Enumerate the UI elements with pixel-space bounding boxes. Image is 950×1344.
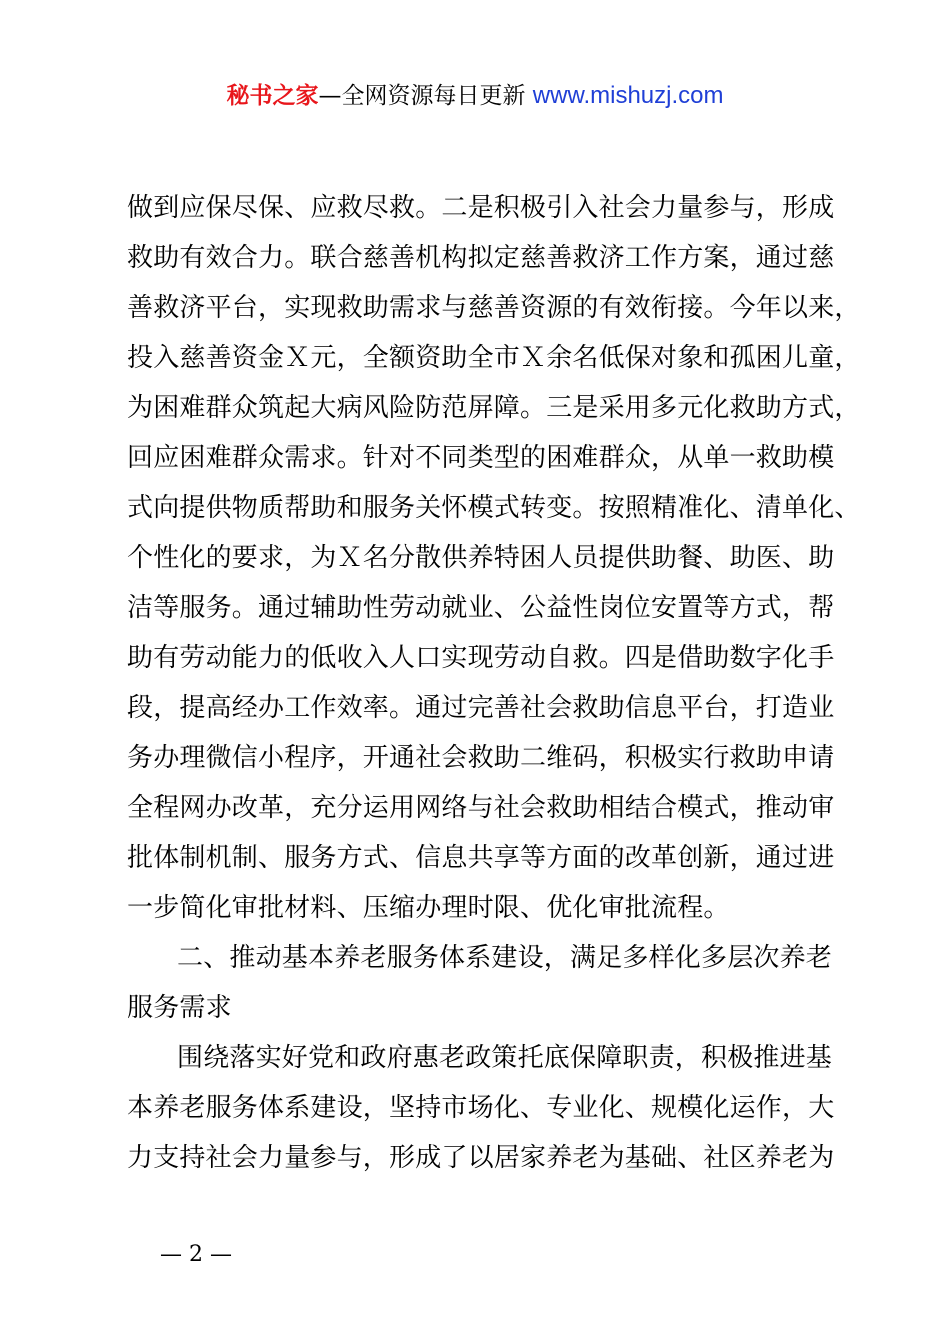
body-line: 个性化的要求，为Ｘ名分散供养特困人员提供助餐、助医、助: [127, 543, 835, 573]
body-line: 投入慈善资金Ｘ元，全额资助全市Ｘ余名低保对象和孤困儿童，: [127, 343, 861, 373]
header-url-link[interactable]: www.mishuzj.com: [532, 82, 724, 109]
body-line: 批体制机制、服务方式、信息共享等方面的改革创新，通过进: [127, 843, 835, 873]
document-body: [127, 183, 861, 1183]
body-line: 回应困难群众需求。针对不同类型的困难群众，从单一救助模: [127, 443, 835, 473]
section-heading-continued: 服务需求: [127, 993, 232, 1023]
body-line: 做到应保尽保、应救尽救。二是积极引入社会力量参与，形成: [127, 193, 835, 223]
page-header: [0, 80, 950, 112]
body-line: 为困难群众筑起大病风险防范屏障。三是采用多元化救助方式，: [127, 393, 861, 423]
header-brand: 秘书之家: [226, 83, 319, 109]
body-line: 段，提高经办工作效率。通过完善社会救助信息平台，打造业: [127, 693, 835, 723]
page-number: — 2 —: [160, 1242, 232, 1267]
section-paragraph-line: 围绕落实好党和政府惠老政策托底保障职责，积极推进基: [177, 1043, 833, 1073]
header-tagline: —全网资源每日更新: [318, 83, 526, 109]
body-line: 务办理微信小程序，开通社会救助二维码，积极实行救助申请: [127, 743, 835, 773]
body-line: 全程网办改革，充分运用网络与社会救助相结合模式，推动审: [127, 793, 835, 823]
body-line: 式向提供物质帮助和服务关怀模式转变。按照精准化、清单化、: [127, 493, 861, 523]
body-line: 助有劳动能力的低收入人口实现劳动自救。四是借助数字化手: [127, 643, 835, 673]
body-line: 救助有效合力。联合慈善机构拟定慈善救济工作方案，通过慈: [127, 243, 835, 273]
section-paragraph-line: 力支持社会力量参与，形成了以居家养老为基础、社区养老为: [127, 1143, 835, 1173]
body-line: 一步简化审批材料、压缩办理时限、优化审批流程。: [127, 893, 730, 923]
section-heading: 二、推动基本养老服务体系建设，满足多样化多层次养老: [177, 943, 833, 973]
section-paragraph-line: 本养老服务体系建设，坚持市场化、专业化、规模化运作，大: [127, 1093, 835, 1123]
body-line: 洁等服务。通过辅助性劳动就业、公益性岗位安置等方式，帮: [127, 593, 835, 623]
body-line: 善救济平台，实现救助需求与慈善资源的有效衔接。今年以来，: [127, 293, 861, 323]
